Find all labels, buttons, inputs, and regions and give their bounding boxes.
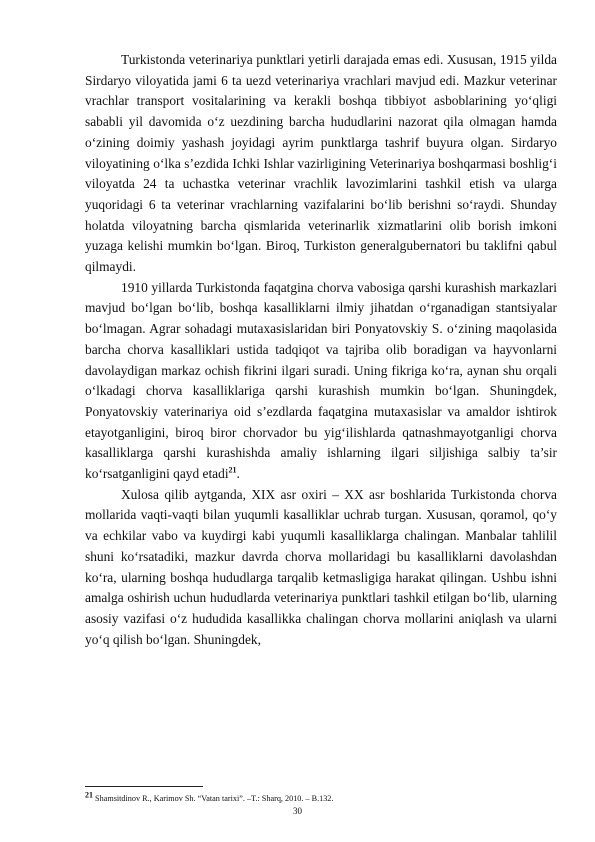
paragraph-1910-centers [85, 278, 557, 485]
footnote [85, 790, 557, 804]
footnote-text: Shamsitdinov R., Karimov Sh. “Vatan tarixi”. –T.: Sharq, 2010. – B.132. [93, 794, 334, 803]
paragraph-1910-text: 1910 yillarda Turkistonda faqatgina chorva vabosiga qarshi kurashish markazlari mavjud bo‘lgan bo‘lib, boshqa kasalliklarni ilmiy jihatdan o‘rganadigan stantsiyalar bo‘lmagan. Agrar sohadagi mutaxasislaridan biri Ponyatovskiy S. o‘zining maqolasida barcha chorva kasalliklari ustida tadqiqot va tajriba olib boradigan va hayvonlarni davolaydigan markaz ochish fikrini ilgari suradi. Uning fikriga ko‘ra, aynan shu orqali o‘lkadagi chorva kasalliklariga qarshi kurashish mumkin bo‘lgan. Shuningdek, Ponyatovskiy vaterinariya oid s’ezdlarda faqatgina mutaxasislar va amaldor ishtirok etayotganligini, biroq biror chorvador bu yig‘ilishlarda qatnashmayotganligi chorva kasalliklarga qarshi kurashishda amaliy ishlarning ilgari siljishiga salbiy ta’sir ko‘rsatganligini qayd etadi [85, 279, 557, 482]
document-body [85, 50, 557, 650]
paragraph-1910-end: . [236, 466, 240, 482]
footnote-reference[interactable]: 21 [228, 465, 237, 475]
page-number: 30 [293, 806, 302, 816]
footnote-separator [85, 786, 203, 787]
paragraph-conclusion: Xulosa qilib aytganda, XIX asr oxiri – XX asr boshlarida Turkistonda chorva mollarida vaqti-vaqti bilan yuqumli kasalliklar uchrab turgan. Xususan, qoramol, qo‘y va echkilar vabo va kuydirgi kabi yuqumli kasalliklarga chalingan. Manbalar tahlilil shuni ko‘rsatadiki, mazkur davrda chorva mollaridagi bu kasalliklarni davolashdan ko‘ra, ularning boshqa hududlarga tarqalib ketmasligiga harakat qilingan. Ushbu ishni amalga oshirish uchun hududlarda veterinariya punktlari tashkil etilgan bo‘lib, ularning asosiy vazifasi o‘z hududida kasallikka chalingan chorva mollarini aniqlash va ularni yo‘q qilish bo‘lgan. Shuningdek, [85, 486, 557, 647]
footnote-number: 21 [85, 790, 93, 800]
paragraph-veterinary-points: Turkistonda veterinariya punktlari yetirli darajada emas edi. Xususan, 1915 yilda Sirdaryo viloyatida jami 6 ta uezd veterinariya vrachlari mavjud edi. Mazkur veterinar vrachlar transport vositalarining va kerakli boshqa tibbiyot asboblarining yo‘qligi sababli yil davomida o‘z uezdining barcha hududlarini nazorat qila olmagan hamda o‘zining doimiy yashash joyidagi ayrim punktlarga tashrif buyura olgan. Sirdaryo viloyatining o‘lka s’ezdida Ichki Ishlar vazirligining Veterinariya boshqarmasi boshlig‘i viloyatda 24 ta uchastka veterinar vrachlik lavozimlarini tashkil etish va ularga yuqoridagi 6 ta veterinar vrachlarning vazifalarini bo‘lib berishni so‘raydi. Shunday holatda viloyatning barcha qismlarida veterinarlik xizmatlarini olib borish imkoni yuzaga kelishi mumkin bo‘lgan. Biroq, Turkiston generalgubernatori bu taklifni qabul qilmaydi. [85, 52, 557, 275]
